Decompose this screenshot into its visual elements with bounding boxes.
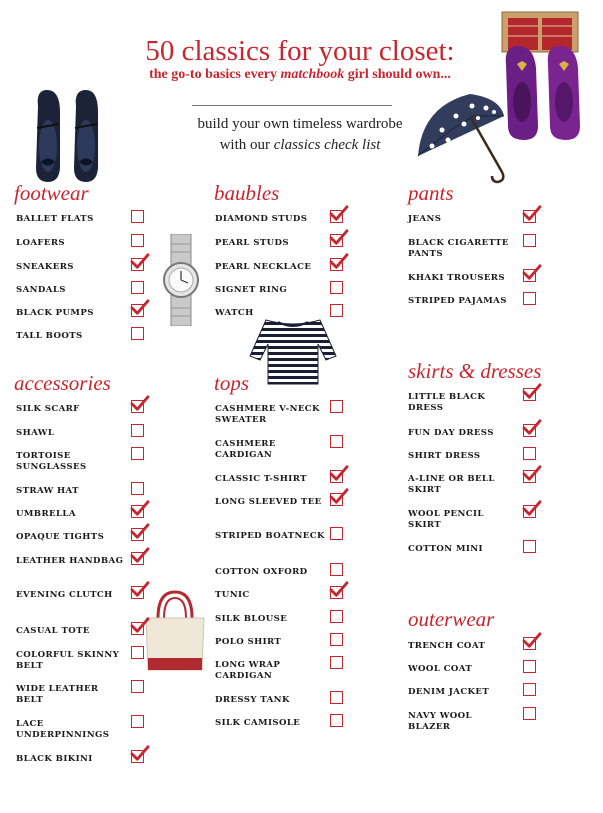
item-label: SILK SCARF: [16, 404, 80, 414]
item-label: COTTON MINI: [408, 544, 483, 554]
item-checkbox[interactable]: [523, 292, 536, 305]
item-label: DRESSY TANK: [215, 695, 290, 705]
item-label: TORTOISE SUNGLASSES: [16, 451, 87, 472]
item-label: CASHMERE CARDIGAN: [215, 439, 276, 460]
check-mark-icon: [130, 299, 150, 315]
check-mark-icon: [130, 523, 150, 539]
item-label: COLORFUL SKINNY BELT: [16, 650, 120, 671]
check-mark-icon: [522, 632, 542, 648]
velvet-loafers-illustration: [500, 38, 590, 143]
check-mark-icon: [130, 253, 150, 269]
item-label: DIAMOND STUDS: [215, 214, 308, 224]
item-label: PEARL NECKLACE: [215, 262, 312, 272]
check-mark-icon: [329, 205, 349, 221]
item-checkbox[interactable]: [523, 447, 536, 460]
check-mark-icon: [329, 253, 349, 269]
item-checkbox[interactable]: [131, 482, 144, 495]
check-mark-icon: [522, 383, 542, 399]
check-mark-icon: [130, 581, 150, 597]
item-checkbox[interactable]: [330, 304, 343, 317]
category-outerwear: outerwear: [408, 607, 495, 631]
polka-dot-umbrella-illustration: [412, 86, 512, 191]
subtitle-text-2: girl should own...: [344, 67, 451, 82]
item-checkbox[interactable]: [131, 327, 144, 340]
item-checkbox[interactable]: [330, 281, 343, 294]
category-accessories: accessories: [14, 371, 111, 395]
page-title: 50 classics for your closet:: [145, 35, 455, 67]
item-label: SANDALS: [16, 285, 66, 295]
item-checkbox[interactable]: [330, 691, 343, 704]
item-label: FUN DAY DRESS: [408, 428, 494, 438]
item-label: BLACK PUMPS: [16, 308, 94, 318]
item-label: CASUAL TOTE: [16, 626, 90, 636]
item-label: A-LINE OR BELL SKIRT: [408, 474, 495, 495]
item-label: KHAKI TROUSERS: [408, 273, 505, 283]
item-checkbox[interactable]: [131, 210, 144, 223]
item-label: LOAFERS: [16, 238, 65, 248]
item-label: BALLET FLATS: [16, 214, 94, 224]
intro-line-2-text: with our: [219, 137, 274, 153]
item-label: SIGNET RING: [215, 285, 288, 295]
check-mark-icon: [130, 395, 150, 411]
subtitle-brand: matchbook: [280, 67, 345, 82]
check-mark-icon: [329, 465, 349, 481]
item-label: SHIRT DRESS: [408, 451, 481, 461]
item-label: SHAWL: [16, 428, 55, 438]
item-label: NAVY WOOL BLAZER: [408, 711, 472, 732]
item-label: PEARL STUDS: [215, 238, 290, 248]
item-label: LEATHER HANDBAG: [16, 556, 124, 566]
item-label: STRIPED BOATNECK: [215, 531, 325, 541]
check-mark-icon: [130, 745, 150, 761]
item-label: WOOL COAT: [408, 664, 473, 674]
intro-line-2-emphasis: classics check list: [273, 137, 381, 153]
check-mark-icon: [329, 229, 349, 245]
item-checkbox[interactable]: [523, 540, 536, 553]
item-label: CASHMERE V-NECK SWEATER: [215, 404, 320, 425]
item-label: TUNIC: [215, 590, 250, 600]
item-label: SILK BLOUSE: [215, 614, 288, 624]
category-skirts-dresses: skirts & dresses: [408, 359, 542, 383]
striped-top-illustration: [248, 316, 338, 386]
item-label: CLASSIC T-SHIRT: [215, 474, 307, 484]
check-mark-icon: [522, 205, 542, 221]
item-checkbox[interactable]: [523, 683, 536, 696]
item-checkbox[interactable]: [131, 424, 144, 437]
check-mark-icon: [329, 488, 349, 504]
item-label: POLO SHIRT: [215, 637, 282, 647]
item-label: BLACK BIKINI: [16, 754, 93, 764]
item-checkbox[interactable]: [523, 660, 536, 673]
intro-line-1: build your own timeless wardrobe: [197, 116, 403, 132]
ballet-flats-illustration: [30, 84, 108, 186]
item-label: WIDE LEATHER BELT: [16, 684, 99, 705]
item-label: STRAW HAT: [16, 486, 79, 496]
item-label: TALL BOOTS: [16, 331, 83, 341]
check-mark-icon: [130, 500, 150, 516]
item-checkbox[interactable]: [330, 527, 343, 540]
check-mark-icon: [522, 419, 542, 435]
canvas-tote-illustration: [140, 588, 210, 674]
check-mark-icon: [522, 465, 542, 481]
item-label: OPAQUE TIGHTS: [16, 532, 105, 542]
wristwatch-illustration: [160, 234, 202, 326]
item-label: WOOL PENCIL SKIRT: [408, 509, 484, 530]
item-checkbox[interactable]: [330, 656, 343, 669]
divider: [192, 105, 392, 106]
item-checkbox[interactable]: [131, 281, 144, 294]
item-label: LACE UNDERPINNINGS: [16, 719, 110, 740]
category-footwear: footwear: [14, 181, 89, 205]
item-checkbox[interactable]: [330, 435, 343, 448]
item-label: UMBRELLA: [16, 509, 76, 519]
item-label: WATCH: [215, 308, 254, 318]
item-checkbox[interactable]: [523, 707, 536, 720]
item-label: BLACK CIGARETTE PANTS: [408, 238, 509, 259]
category-baubles: baubles: [214, 181, 280, 205]
item-label: SNEAKERS: [16, 262, 74, 272]
item-checkbox[interactable]: [131, 680, 144, 693]
check-mark-icon: [130, 547, 150, 563]
item-label: LITTLE BLACK DRESS: [408, 392, 486, 413]
item-checkbox[interactable]: [330, 633, 343, 646]
item-label: JEANS: [408, 214, 442, 224]
item-label: DENIM JACKET: [408, 687, 490, 697]
item-checkbox[interactable]: [131, 447, 144, 460]
check-mark-icon: [130, 617, 150, 633]
item-label: LONG SLEEVED TEE: [215, 497, 322, 507]
subtitle-text-1: the go-to basics every: [149, 67, 281, 82]
item-checkbox[interactable]: [330, 563, 343, 576]
item-checkbox[interactable]: [131, 715, 144, 728]
item-checkbox[interactable]: [131, 646, 144, 659]
item-label: EVENING CLUTCH: [16, 590, 113, 600]
item-checkbox[interactable]: [330, 400, 343, 413]
item-label: COTTON OXFORD: [215, 567, 308, 577]
item-label: TRENCH COAT: [408, 641, 486, 651]
category-tops: tops: [214, 371, 250, 395]
check-mark-icon: [522, 500, 542, 516]
item-label: SILK CAMISOLE: [215, 718, 301, 728]
item-label: STRIPED PAJAMAS: [408, 296, 507, 306]
intro-text: [150, 114, 450, 156]
item-checkbox[interactable]: [131, 234, 144, 247]
page-subtitle: [60, 67, 540, 83]
item-checkbox[interactable]: [330, 610, 343, 623]
item-checkbox[interactable]: [330, 714, 343, 727]
item-label: LONG WRAP CARDIGAN: [215, 660, 281, 681]
category-pants: pants: [408, 181, 454, 205]
item-checkbox[interactable]: [523, 234, 536, 247]
check-mark-icon: [522, 264, 542, 280]
check-mark-icon: [329, 581, 349, 597]
intro-line-2: [150, 135, 450, 156]
